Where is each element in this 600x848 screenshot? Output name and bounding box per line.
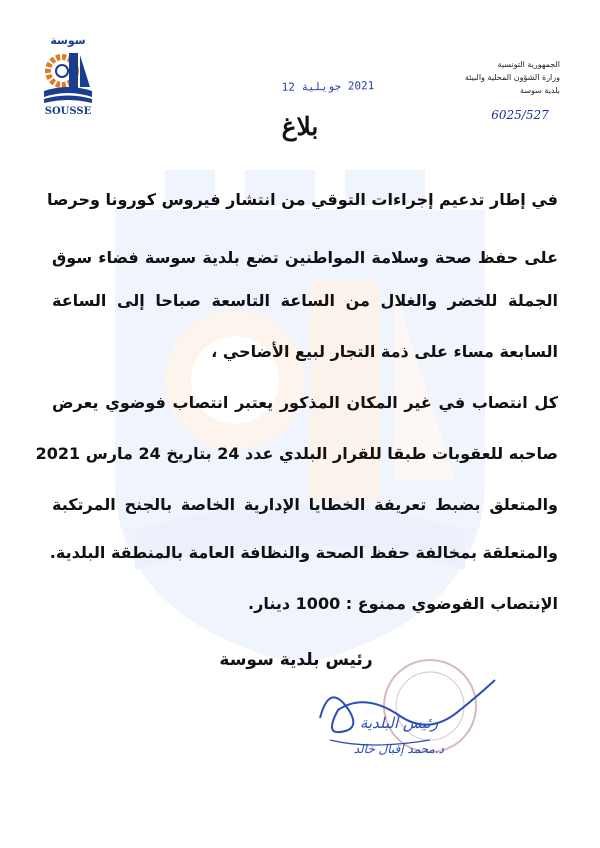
header-line-republic: الجمهورية التونسية [497,60,560,69]
signature-stamp-area [290,640,510,780]
body-line: صاحبه للعقوبات طبقا للقرار البلدي عدد 24 بتاريخ 24 مارس 2021 [35,444,558,463]
body-line: الجملة للخضر والغلال من الساعة التاسعة صباحا إلى الساعة [52,291,558,310]
signatory-title: رئيس بلدية سوسة [219,650,373,670]
body-line: والمتعلق بضبط تعريفة الخطايا الإدارية الخاصة بالجنح المرتكبة [52,495,558,514]
body-line: كل انتصاب في غير المكان المذكور يعتبر انتصاب فوضوي يعرض [52,393,558,412]
body-line: والمتعلقة بمخالفة حفظ الصحة والنظافة العامة بالمنطقة البلدية. [49,543,558,562]
body-line: على حفظ صحة وسلامة المواطنين تضع بلدية سوسة فضاء سوق [52,248,558,267]
date-stamp: 2021 جويلية 12 [281,79,375,94]
official-header [410,58,560,97]
body-line: في إطار تدعيم إجراءات التوقي من انتشار فيروس كورونا وحرصا [47,190,558,209]
official-seal-and-signature [290,640,510,780]
logo-arabic-text: سوسة [50,34,86,47]
logo-latin-text: SOUSSE [44,106,92,117]
body-line: الإنتصاب الفوضوي ممنوع : 1000 دينار. [248,594,558,613]
header-line-municipality: بلدية سوسة [520,86,560,95]
sousse-emblem-icon [42,47,94,105]
municipality-logo [36,34,100,120]
body-line: السابعة مساء على ذمة التجار لبيع الأضاحي ، [211,342,558,361]
page-title: بلاغ [281,112,319,141]
reference-number: 6025/527 [491,108,549,122]
signatory-name: د.محمد إقبال خالد [353,742,444,756]
header-line-ministry: وزارة الشؤون المحلية والبيئة [464,73,560,82]
handwritten-title: رئيس البلدية [359,714,438,732]
